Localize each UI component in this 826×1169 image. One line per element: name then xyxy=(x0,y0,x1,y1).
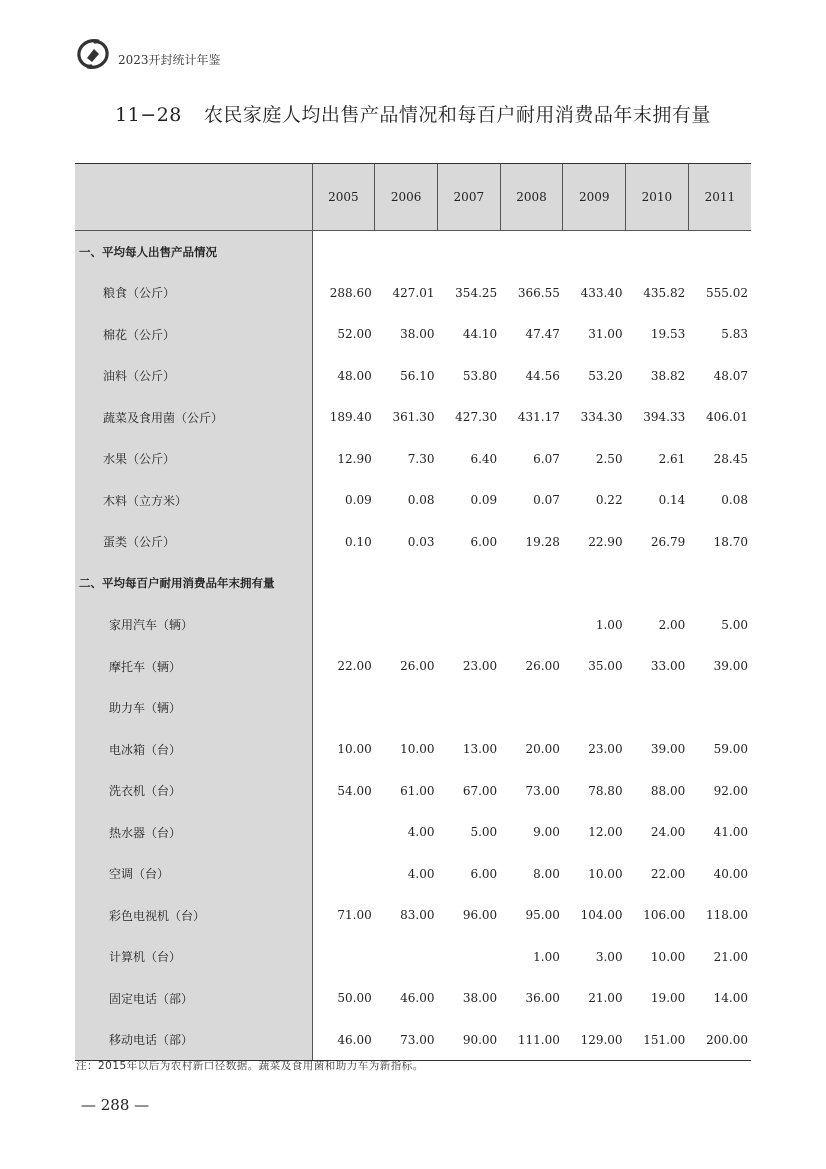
value-cell: 8.00 xyxy=(533,866,560,881)
section-label: 二、平均每百户耐用消费品年末拥有量 xyxy=(75,563,312,605)
year-header: 2005 xyxy=(312,164,375,231)
value-cell: 21.00 xyxy=(588,991,623,1006)
value-cell: 59.00 xyxy=(713,742,748,757)
value-cell: 47.47 xyxy=(525,327,560,342)
value-cell: 48.00 xyxy=(337,368,372,383)
value-cell: 33.00 xyxy=(650,659,686,674)
value-cell: 88.00 xyxy=(650,783,686,798)
value-cell: 10.00 xyxy=(400,742,435,757)
value-cell: 4.00 xyxy=(407,866,435,881)
value-cell xyxy=(437,936,500,978)
value-cell: 28.45 xyxy=(713,451,748,466)
value-cell: 44.10 xyxy=(462,327,498,342)
row-label: 油料（公斤） xyxy=(75,355,312,397)
value-cell: 24.00 xyxy=(650,825,686,840)
section-label: 一、平均每人出售产品情况 xyxy=(75,231,312,273)
row-label: 空调（台） xyxy=(75,853,312,895)
value-cell: 427.01 xyxy=(392,285,435,300)
value-cell xyxy=(688,687,751,729)
value-cell: 52.00 xyxy=(337,327,372,342)
row-label: 热水器（台） xyxy=(75,812,312,854)
year-header: 2010 xyxy=(626,164,689,231)
value-cell: 334.30 xyxy=(580,410,623,425)
value-cell: 189.40 xyxy=(329,410,372,425)
value-cell: 48.07 xyxy=(713,368,748,383)
value-cell: 7.30 xyxy=(407,451,435,466)
table-row xyxy=(75,936,751,978)
value-cell: 200.00 xyxy=(688,1019,751,1061)
value-cell: 0.08 xyxy=(407,493,435,508)
value-cell: 12.90 xyxy=(337,451,372,466)
value-cell: 12.00 xyxy=(588,825,623,840)
value-cell: 3.00 xyxy=(595,949,623,964)
statistics-table xyxy=(75,163,751,1061)
value-cell xyxy=(312,563,375,605)
row-label: 家用汽车（辆） xyxy=(75,604,312,646)
value-cell: 18.70 xyxy=(713,534,748,549)
row-label: 助力车（辆） xyxy=(75,687,312,729)
year-header: 2009 xyxy=(563,164,626,231)
value-cell xyxy=(626,687,689,729)
value-cell: 19.00 xyxy=(650,991,686,1006)
value-cell: 23.00 xyxy=(462,659,498,674)
value-cell: 433.40 xyxy=(580,285,623,300)
row-label: 摩托车（辆） xyxy=(75,646,312,688)
value-cell xyxy=(626,231,689,273)
value-cell: 10.00 xyxy=(337,742,372,757)
value-cell: 38.82 xyxy=(650,368,686,383)
value-cell: 83.00 xyxy=(400,908,435,923)
value-cell: 22.90 xyxy=(588,534,623,549)
value-cell: 0.03 xyxy=(407,534,435,549)
value-cell: 1.00 xyxy=(595,617,623,632)
value-cell: 39.00 xyxy=(650,742,686,757)
value-cell xyxy=(375,563,438,605)
row-label: 水果（公斤） xyxy=(75,438,312,480)
value-cell xyxy=(500,687,563,729)
value-cell: 56.10 xyxy=(400,368,435,383)
value-cell: 41.00 xyxy=(713,825,748,840)
table-row xyxy=(75,355,751,397)
value-cell: 6.00 xyxy=(470,866,498,881)
table-row xyxy=(75,770,751,812)
value-cell: 406.01 xyxy=(706,410,748,425)
value-cell: 0.09 xyxy=(345,493,372,508)
value-cell: 2.61 xyxy=(658,451,686,466)
value-cell: 151.00 xyxy=(626,1019,689,1061)
value-cell xyxy=(312,853,375,895)
value-cell: 71.00 xyxy=(337,908,372,923)
value-cell: 0.10 xyxy=(345,534,372,549)
value-cell: 5.00 xyxy=(721,617,748,632)
value-cell xyxy=(500,604,563,646)
value-cell: 95.00 xyxy=(525,908,560,923)
value-cell: 40.00 xyxy=(713,866,748,881)
value-cell xyxy=(375,604,438,646)
table-title xyxy=(0,100,826,127)
value-cell: 92.00 xyxy=(713,783,748,798)
value-cell xyxy=(437,604,500,646)
value-cell: 111.00 xyxy=(500,1019,563,1061)
table-row xyxy=(75,272,751,314)
value-cell xyxy=(437,231,500,273)
year-header: 2008 xyxy=(500,164,563,231)
value-cell: 22.00 xyxy=(650,866,686,881)
value-cell xyxy=(437,563,500,605)
value-cell: 5.83 xyxy=(721,327,748,342)
value-cell xyxy=(312,231,375,273)
value-cell: 4.00 xyxy=(407,825,435,840)
row-label: 彩色电视机（台） xyxy=(75,895,312,937)
value-cell: 26.00 xyxy=(400,659,435,674)
table-row xyxy=(75,812,751,854)
value-cell xyxy=(312,687,375,729)
value-cell: 31.00 xyxy=(588,327,623,342)
value-cell: 38.00 xyxy=(400,327,435,342)
value-cell xyxy=(500,231,563,273)
year-header-row xyxy=(75,164,751,231)
value-cell: 104.00 xyxy=(580,908,623,923)
year-header: 2011 xyxy=(688,164,751,231)
table-row xyxy=(75,397,751,439)
row-label: 固定电话（部） xyxy=(75,978,312,1020)
row-label: 棉花（公斤） xyxy=(75,314,312,356)
value-cell xyxy=(563,687,626,729)
value-cell: 26.79 xyxy=(650,534,686,549)
value-cell: 61.00 xyxy=(400,783,435,798)
value-cell: 46.00 xyxy=(312,1019,375,1061)
value-cell: 129.00 xyxy=(563,1019,626,1061)
value-cell: 26.00 xyxy=(525,659,560,674)
value-cell: 10.00 xyxy=(650,949,686,964)
value-cell xyxy=(312,936,375,978)
value-cell xyxy=(437,687,500,729)
value-cell: 0.08 xyxy=(721,493,748,508)
value-cell: 73.00 xyxy=(375,1019,438,1061)
table-row xyxy=(75,978,751,1020)
value-cell: 39.00 xyxy=(713,659,748,674)
value-cell: 10.00 xyxy=(588,866,623,881)
value-cell: 366.55 xyxy=(517,285,560,300)
value-cell: 50.00 xyxy=(337,991,372,1006)
row-label: 移动电话（部） xyxy=(75,1019,312,1061)
value-cell: 2.00 xyxy=(658,617,686,632)
value-cell xyxy=(375,231,438,273)
table-row xyxy=(75,853,751,895)
value-cell: 555.02 xyxy=(706,285,748,300)
table-row xyxy=(75,646,751,688)
table-row xyxy=(75,438,751,480)
value-cell: 431.17 xyxy=(517,410,560,425)
table-row xyxy=(75,895,751,937)
value-cell xyxy=(312,604,375,646)
table-row xyxy=(75,480,751,522)
value-cell xyxy=(375,687,438,729)
value-cell: 44.56 xyxy=(525,368,560,383)
value-cell: 13.00 xyxy=(462,742,498,757)
value-cell: 435.82 xyxy=(643,285,686,300)
value-cell: 96.00 xyxy=(462,908,498,923)
value-cell xyxy=(312,812,375,854)
row-label: 计算机（台） xyxy=(75,936,312,978)
value-cell: 54.00 xyxy=(337,783,372,798)
year-header: 2007 xyxy=(437,164,500,231)
value-cell: 46.00 xyxy=(400,991,435,1006)
table-row xyxy=(75,521,751,563)
footnote: 注：2015年以后为农村新口径数据。蔬菜及食用菌和助力车为新指标。 xyxy=(76,1060,424,1072)
value-cell: 0.14 xyxy=(658,493,686,508)
value-cell: 21.00 xyxy=(713,949,748,964)
value-cell: 0.07 xyxy=(533,493,560,508)
value-cell: 53.80 xyxy=(462,368,498,383)
value-cell: 19.28 xyxy=(525,534,560,549)
value-cell: 35.00 xyxy=(588,659,623,674)
value-cell: 354.25 xyxy=(455,285,498,300)
value-cell xyxy=(375,936,438,978)
table-title-text: 农民家庭人均出售产品情况和每百户耐用消费品年末拥有量 xyxy=(203,104,711,126)
value-cell: 288.60 xyxy=(329,285,372,300)
value-cell xyxy=(500,563,563,605)
value-cell: 1.00 xyxy=(533,949,560,964)
value-cell: 20.00 xyxy=(525,742,560,757)
table-row xyxy=(75,314,751,356)
value-cell: 361.30 xyxy=(392,410,435,425)
value-cell: 14.00 xyxy=(713,991,748,1006)
table-row xyxy=(75,604,751,646)
section-row xyxy=(75,231,751,273)
row-label: 蔬菜及食用菌（公斤） xyxy=(75,397,312,439)
value-cell: 6.07 xyxy=(533,451,560,466)
value-cell: 0.09 xyxy=(470,493,498,508)
value-cell: 22.00 xyxy=(337,659,372,674)
value-cell: 90.00 xyxy=(437,1019,500,1061)
yearbook-title: 2023开封统计年鉴 xyxy=(118,53,221,67)
value-cell: 73.00 xyxy=(525,783,560,798)
value-cell: 67.00 xyxy=(462,783,498,798)
value-cell xyxy=(626,563,689,605)
row-label: 洗衣机（台） xyxy=(75,770,312,812)
value-cell xyxy=(563,231,626,273)
value-cell xyxy=(688,563,751,605)
value-cell: 6.40 xyxy=(470,451,498,466)
value-cell: 19.53 xyxy=(650,327,686,342)
table-row xyxy=(75,687,751,729)
page-number: — 288 — xyxy=(81,1096,150,1114)
row-label: 粮食（公斤） xyxy=(75,272,312,314)
value-cell: 0.22 xyxy=(595,493,623,508)
value-cell: 6.00 xyxy=(470,534,498,549)
year-header: 2006 xyxy=(375,164,438,231)
value-cell: 106.00 xyxy=(643,908,686,923)
row-label: 木料（立方米） xyxy=(75,480,312,522)
value-cell: 394.33 xyxy=(643,410,686,425)
value-cell: 78.80 xyxy=(588,783,623,798)
table-row xyxy=(75,729,751,771)
value-cell: 9.00 xyxy=(533,825,560,840)
row-label: 电冰箱（台） xyxy=(75,729,312,771)
value-cell: 5.00 xyxy=(470,825,498,840)
table-row xyxy=(75,1019,751,1061)
value-cell: 2.50 xyxy=(595,451,623,466)
section-row xyxy=(75,563,751,605)
value-cell xyxy=(688,231,751,273)
value-cell: 36.00 xyxy=(525,991,560,1006)
value-cell: 53.20 xyxy=(588,368,623,383)
yearbook-logo-icon xyxy=(76,38,110,70)
value-cell: 38.00 xyxy=(462,991,498,1006)
header-corner-cell xyxy=(75,164,312,231)
table-number: 11−28 xyxy=(115,104,182,126)
value-cell: 23.00 xyxy=(588,742,623,757)
row-label: 蛋类（公斤） xyxy=(75,521,312,563)
value-cell xyxy=(563,563,626,605)
value-cell: 118.00 xyxy=(706,908,748,923)
value-cell: 427.30 xyxy=(455,410,498,425)
